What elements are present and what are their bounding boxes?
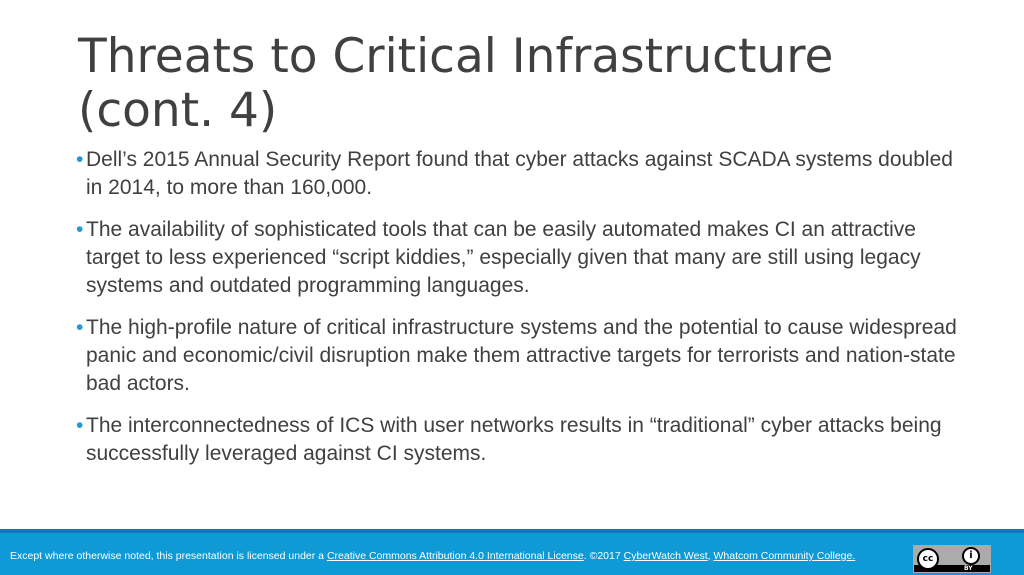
separator: , [707, 550, 714, 562]
license-prefix: Except where otherwise noted, this presentation is licensed under a [10, 550, 327, 562]
by-label: BY [964, 565, 973, 572]
license-link[interactable]: Creative Commons Attribution 4.0 International License [326, 550, 584, 562]
cc-by-badge-icon[interactable] [913, 545, 991, 573]
license-notice [10, 550, 855, 562]
cyberwatch-west-link[interactable]: CyberWatch West [623, 550, 708, 562]
footer-bar [0, 529, 1024, 575]
bullet-icon: • [76, 316, 84, 339]
bullet-icon: • [76, 218, 84, 241]
bullet-item [76, 412, 966, 468]
cc-icon: cc [917, 548, 939, 570]
bullet-text: The availability of sophisticated tools that can be easily automated makes CI an attractive target to less experienced “script kiddies,” especially given that many are still using legacy systems and outdated programming languages. [86, 218, 921, 297]
whatcom-college-link[interactable]: Whatcom Community College. [713, 550, 856, 562]
bullet-item [76, 146, 966, 202]
bullet-list [76, 146, 966, 482]
bullet-text: Dell’s 2015 Annual Security Report found that cyber attacks against SCADA systems doubled in 2014, to more than 160,000. [86, 148, 953, 199]
slide-title [78, 30, 978, 138]
bullet-icon: • [76, 414, 84, 437]
attribution-icon: i [962, 547, 980, 565]
title-line-2: (cont. 4) [78, 83, 278, 138]
copyright-text: . ©2017 [583, 550, 624, 562]
bullet-text: The high-profile nature of critical infrastructure systems and the potential to cause widespread panic and economic/civil disruption make them attractive targets for terrorists and nation-state bad actors. [86, 316, 957, 395]
bullet-item [76, 216, 966, 300]
bullet-item [76, 314, 966, 398]
bullet-icon: • [76, 148, 84, 171]
bullet-text: The interconnectedness of ICS with user networks results in “traditional” cyber attacks being successfully leveraged against CI systems. [86, 414, 942, 465]
title-line-1: Threats to Critical Infrastructure [78, 29, 834, 84]
